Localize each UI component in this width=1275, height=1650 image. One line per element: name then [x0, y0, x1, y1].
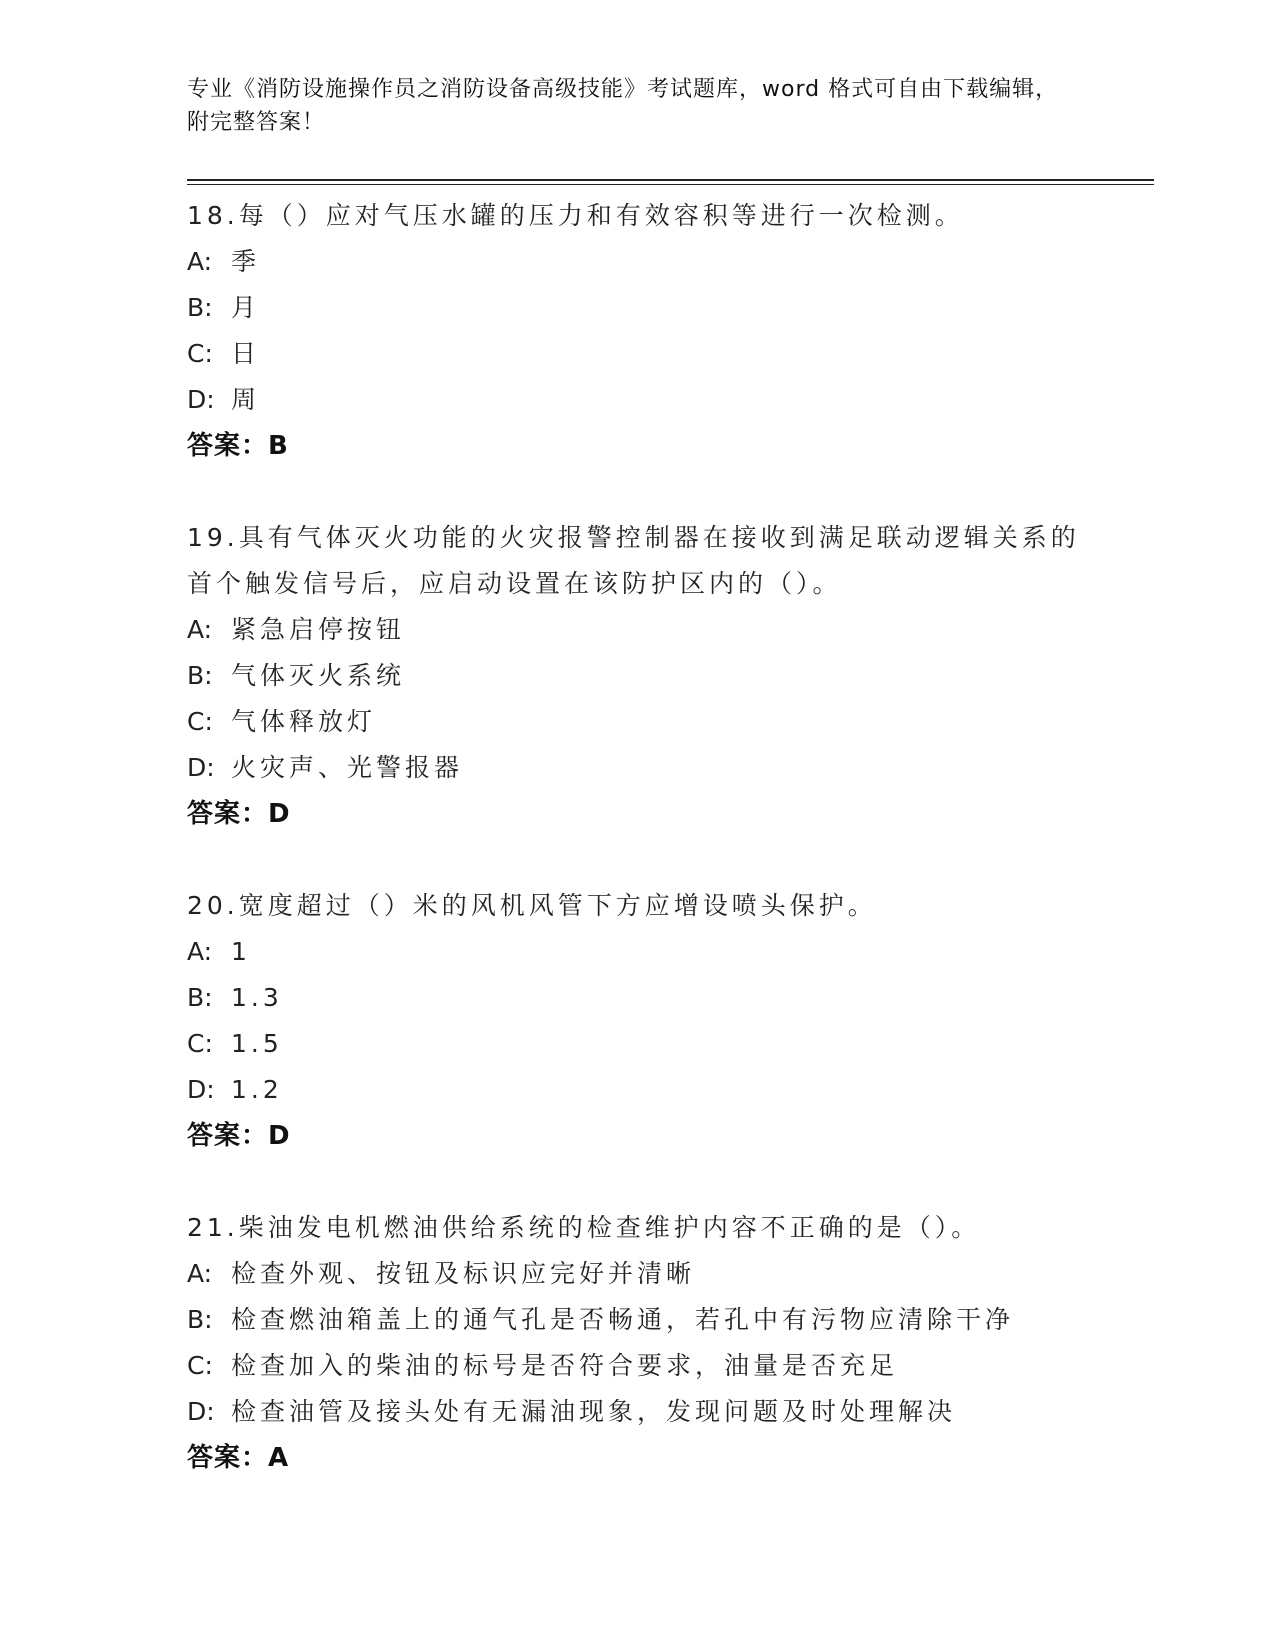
option-letter: B:: [187, 1305, 213, 1334]
option-letter: D:: [187, 385, 215, 414]
question-18: [187, 193, 1087, 469]
option-c: [187, 331, 1087, 377]
question-stem: 21.柴油发电机燃油供给系统的检查维护内容不正确的是（）。: [187, 1213, 981, 1242]
option-text: 气体灭火系统: [231, 661, 406, 690]
option-text: 检查外观、按钮及标识应完好并清晰: [231, 1259, 696, 1288]
question-list: [187, 193, 1087, 1527]
option-letter: A:: [187, 615, 213, 644]
header-divider-thin: [187, 184, 1154, 185]
option-text: 周: [231, 385, 261, 414]
header-divider-thick: [187, 179, 1154, 181]
option-c: [187, 1021, 1087, 1067]
option-b: [187, 1297, 1087, 1343]
option-text: 1.2: [231, 1075, 283, 1104]
option-letter: D:: [187, 1397, 215, 1426]
option-text: 检查燃油箱盖上的通气孔是否畅通，若孔中有污物应清除干净: [231, 1305, 1015, 1334]
option-text: 检查加入的柴油的标号是否符合要求，油量是否充足: [231, 1351, 899, 1380]
option-text: 季: [231, 247, 261, 276]
option-text: 1.3: [231, 983, 283, 1012]
option-text: 检查油管及接头处有无漏油现象，发现问题及时处理解决: [231, 1397, 957, 1426]
option-text: 气体释放灯: [231, 707, 377, 736]
option-c: [187, 1343, 1087, 1389]
option-a: [187, 607, 1087, 653]
option-b: [187, 653, 1087, 699]
option-b: [187, 975, 1087, 1021]
option-letter: A:: [187, 1259, 213, 1288]
option-letter: D:: [187, 753, 215, 782]
option-letter: C:: [187, 1351, 213, 1380]
option-d: [187, 745, 1087, 791]
option-d: [187, 1067, 1087, 1113]
option-text: 日: [231, 339, 261, 368]
option-letter: B:: [187, 983, 213, 1012]
option-letter: D:: [187, 1075, 215, 1104]
option-d: [187, 377, 1087, 423]
option-text: 1: [231, 937, 251, 966]
option-c: [187, 699, 1087, 745]
question-stem: 18.每（）应对气压水罐的压力和有效容积等进行一次检测。: [187, 201, 964, 230]
option-b: [187, 285, 1087, 331]
option-letter: B:: [187, 661, 213, 690]
option-letter: C:: [187, 707, 213, 736]
question-21: [187, 1205, 1087, 1481]
option-a: [187, 239, 1087, 285]
question-19: [187, 515, 1087, 837]
answer-line: 答案：B: [187, 431, 289, 461]
option-letter: C:: [187, 339, 213, 368]
document-header: 专业《消防设施操作员之消防设备高级技能》考试题库，word 格式可自由下载编辑，附完整答案！: [187, 77, 1059, 135]
option-d: [187, 1389, 1087, 1435]
option-text: 1.5: [231, 1029, 283, 1058]
answer-line: 答案：D: [187, 1121, 291, 1151]
answer-line: 答案：D: [187, 799, 291, 829]
option-text: 月: [231, 293, 261, 322]
option-letter: C:: [187, 1029, 213, 1058]
option-a: [187, 929, 1087, 975]
option-a: [187, 1251, 1087, 1297]
option-letter: A:: [187, 247, 213, 276]
option-text: 紧急启停按钮: [231, 615, 406, 644]
question-20: [187, 883, 1087, 1159]
question-stem: 19.具有气体灭火功能的火灾报警控制器在接收到满足联动逻辑关系的首个触发信号后，应启动设置在该防护区内的（）。: [187, 523, 1080, 598]
option-letter: B:: [187, 293, 213, 322]
answer-line: 答案：A: [187, 1443, 290, 1473]
option-letter: A:: [187, 937, 213, 966]
option-text: 火灾声、光警报器: [231, 753, 464, 782]
question-stem: 20.宽度超过（）米的风机风管下方应增设喷头保护。: [187, 891, 877, 920]
